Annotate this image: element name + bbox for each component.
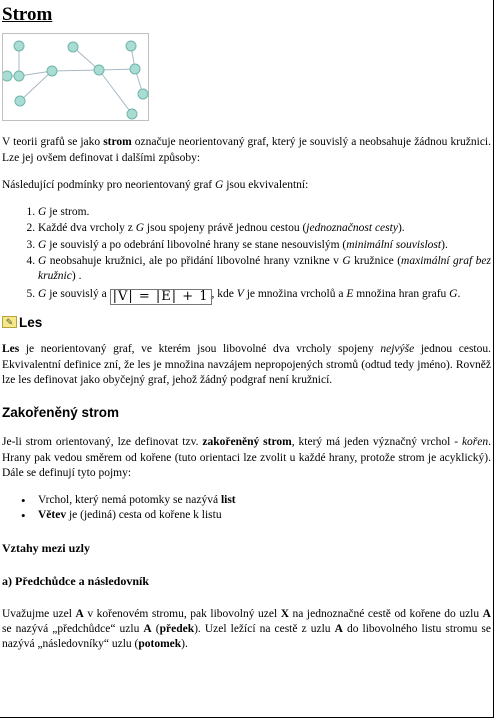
terms-list xyxy=(2,493,491,524)
list-item: 3. G je souvislý a po odebrání libovolné hrany se stane nesouvislým (minimální souvislost). xyxy=(38,238,491,253)
list-item: 1. G je strom. xyxy=(38,205,491,220)
list-item: 5. G je souvislý a |V| = |E| + 1 , kde V je množina vrcholů a E množina hran grafu G. xyxy=(38,286,491,305)
list-item: 4. G neobsahuje kružnici, ale po přidání libovolné hrany vznikne v G kružnice (maximální graf bez kružnic) . xyxy=(38,254,491,285)
edit-pencil-icon[interactable]: ✎ xyxy=(2,316,17,328)
relations-heading: Vztahy mezi uzly xyxy=(2,540,90,555)
graph-node xyxy=(138,89,148,99)
les-heading: Les xyxy=(19,314,43,330)
graph-node xyxy=(126,41,136,51)
list-item: • Vrchol, který nemá potomky se nazývá list xyxy=(38,493,491,508)
graph-node xyxy=(47,66,57,76)
les-paragraph: Les je neorientovaný graf, ve kterém jsou libovolné dva vrcholy spojeny nejvýše jednou cestou. Ekvivalentní definice zní, že les je množina navzájem nepropojených stromů (odtud tedy jméno). Rovněž lze les definovat jako obyčejný graf, jehož žádný podgraf není kružnicí. xyxy=(2,343,491,387)
graph-node xyxy=(94,65,104,75)
list-item: 2. Každé dva vrcholy z G jsou spojeny právě jednou cestou (jednoznačnost cesty). xyxy=(38,221,491,236)
list-item: • Větev je (jediná) cesta od kořene k listu xyxy=(38,508,491,523)
les-heading-row xyxy=(2,314,491,332)
tree-graph-svg xyxy=(3,34,150,122)
math-formula: |V| = |E| + 1 xyxy=(110,289,212,305)
graph-node xyxy=(68,42,78,52)
tree-graph-figure xyxy=(2,33,149,121)
equivalent-conditions-list xyxy=(2,205,491,304)
graph-node xyxy=(14,71,24,81)
rooted-tree-paragraph: Je-li strom orientovaný, lze definovat tzv. zakořeněný strom, který má jeden význačný vrchol - kořen. Hrany pak vedou směrem od kořene (tuto orientaci lze zvolit u každé hrany, protože strom je acyklický). Dále se definují tyto pojmy: xyxy=(2,436,492,479)
graph-node xyxy=(127,109,137,119)
predecessor-subheading: a) Předchůdce a následovník xyxy=(2,573,150,588)
relations-paragraph: Uvažujme uzel A v kořenovém stromu, pak libovolný uzel X na jednoznačné cestě od kořene do uzlu A se nazývá „předchůdce“ uzlu A (předek). Uzel ležící na cestě z uzlu A do libovolného listu stromu se nazývá „následovníky“ uzlu (potomek). xyxy=(2,607,491,651)
graph-node xyxy=(14,41,24,51)
graph-node xyxy=(15,96,25,106)
conditions-intro: Následující podmínky pro neorientovaný graf G jsou ekvivalentní: xyxy=(2,178,309,191)
page-title: Strom xyxy=(2,4,53,25)
graph-node xyxy=(3,71,12,81)
graph-node xyxy=(130,64,140,74)
rooted-tree-heading: Zakořeněný strom xyxy=(2,405,120,421)
intro-paragraph: V teorii grafů se jako strom označuje neorientovaný graf, který je souvislý a neobsahuje žádnou kružnici. Lze jej ovšem definovat i dalšími způsoby: xyxy=(2,136,492,164)
